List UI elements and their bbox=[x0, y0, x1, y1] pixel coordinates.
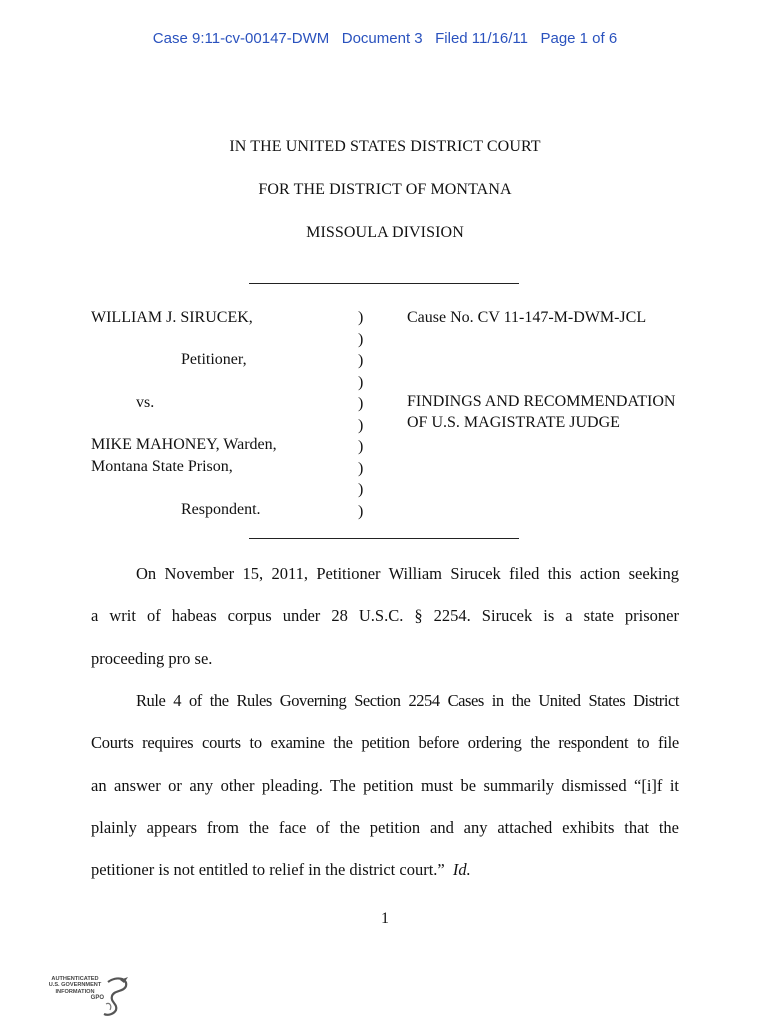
caption-bottom-rule bbox=[249, 538, 519, 539]
body-paragraph-1-line-1 bbox=[136, 564, 679, 584]
gpo-badge-text bbox=[44, 976, 106, 1002]
caption-paren: ) bbox=[358, 352, 364, 369]
caption-paren: ) bbox=[358, 438, 364, 455]
petitioner-name: WILLIAM J. SIRUCEK, bbox=[91, 309, 253, 326]
gpo-badge-line: U.S. GOVERNMENT bbox=[48, 982, 102, 989]
body-text: a writ of habeas corpus under 28 U.S.C. § 2254. Sirucek is a state prisoner bbox=[91, 606, 679, 625]
gpo-badge-line: GPO bbox=[90, 995, 104, 1002]
body-paragraph-1-line-2 bbox=[91, 606, 679, 626]
petitioner-role: Petitioner, bbox=[181, 351, 247, 368]
body-paragraph-2-line-4 bbox=[91, 818, 679, 838]
caption-top-rule bbox=[249, 283, 519, 284]
citation-id: Id. bbox=[452, 860, 471, 879]
respondent-name: MIKE MAHONEY, Warden, bbox=[91, 436, 277, 453]
caption-paren: ) bbox=[358, 330, 364, 348]
gpo-badge-line: AUTHENTICATED bbox=[51, 976, 99, 982]
caption-paren-column bbox=[358, 307, 363, 522]
caption-paren: ) bbox=[358, 459, 364, 477]
body-text: Courts requires courts to examine the petition before ordering the respondent to file bbox=[91, 733, 679, 752]
document-title-line-2: OF U.S. MAGISTRATE JUDGE bbox=[407, 414, 620, 431]
body-text: Rule 4 of the Rules Governing Section 2254 Cases in the United States District bbox=[136, 691, 679, 710]
respondent-role: Respondent. bbox=[181, 501, 261, 518]
caption-paren: ) bbox=[358, 481, 364, 498]
caption-paren: ) bbox=[358, 416, 364, 434]
gpo-authentication-badge bbox=[44, 974, 134, 1018]
caption-paren: ) bbox=[358, 395, 364, 412]
body-paragraph-2-line-3 bbox=[91, 776, 679, 796]
versus-label: vs. bbox=[136, 394, 155, 411]
body-text: plainly appears from the face of the petition and any attached exhibits that the bbox=[91, 818, 679, 837]
caption-paren: ) bbox=[358, 502, 364, 520]
cause-number: Cause No. CV 11-147-M-DWM-JCL bbox=[407, 309, 647, 326]
document-title-line-1: FINDINGS AND RECOMMENDATION bbox=[407, 393, 676, 410]
body-paragraph-2-line-5 bbox=[91, 860, 679, 880]
body-paragraph-1-line-3: proceeding pro se. bbox=[91, 649, 213, 668]
page-number: 1 bbox=[381, 910, 389, 927]
respondent-institution: Montana State Prison, bbox=[91, 458, 233, 475]
court-title-line-3: MISSOULA DIVISION bbox=[306, 224, 464, 241]
caption-paren: ) bbox=[358, 373, 364, 391]
body-paragraph-2-line-1 bbox=[136, 691, 679, 711]
caption-paren: ) bbox=[358, 309, 364, 326]
eagle-icon bbox=[102, 974, 132, 1018]
body-text: an answer or any other pleading. The petition must be summarily dismissed “[i]f it bbox=[91, 776, 679, 795]
court-title-line-2: FOR THE DISTRICT OF MONTANA bbox=[258, 181, 512, 198]
body-text: On November 15, 2011, Petitioner William Sirucek filed this action seeking bbox=[136, 564, 679, 583]
filing-header-stamp: Case 9:11-cv-00147-DWM Document 3 Filed 11/16/11 Page 1 of 6 bbox=[152, 30, 618, 47]
court-title-line-1: IN THE UNITED STATES DISTRICT COURT bbox=[229, 138, 541, 155]
gpo-badge-line: INFORMATION bbox=[55, 988, 95, 995]
body-text: petitioner is not entitled to relief in the district court.” bbox=[91, 860, 445, 879]
body-paragraph-2-line-2 bbox=[91, 733, 679, 753]
